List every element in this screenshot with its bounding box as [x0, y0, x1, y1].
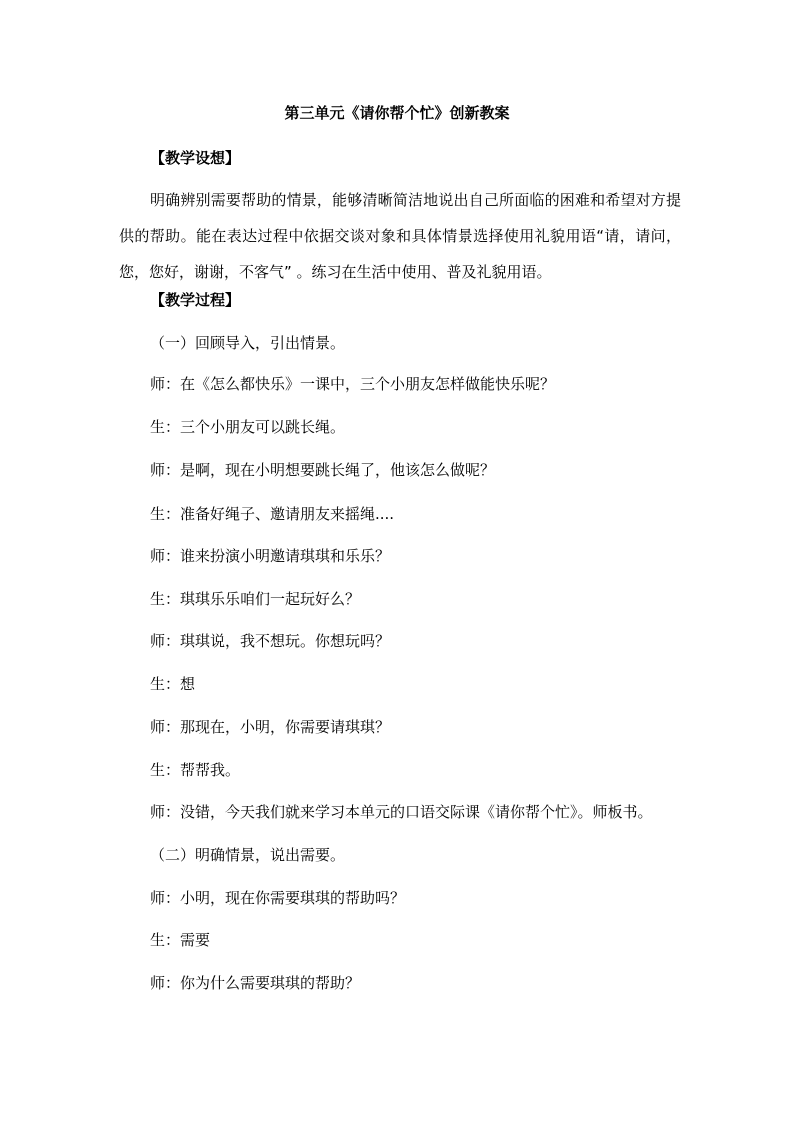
process-line: 师：在《怎么都快乐》一课中，三个小朋友怎样做能快乐呢？	[150, 375, 556, 393]
process-line: 师：没错，今天我们就来学习本单元的口语交际课《请你帮个忙》。师板书。	[150, 803, 653, 821]
teaching-process-heading: 【教学过程】	[150, 291, 241, 309]
teaching-design-heading: 【教学设想】	[150, 149, 241, 167]
process-line: 师：小明，现在你需要琪琪的帮助吗？	[150, 889, 406, 907]
process-line: （二）明确情景，说出需要。	[150, 846, 346, 864]
process-line: 师：谁来扮演小明邀请琪琪和乐乐？	[150, 547, 391, 565]
process-line: 生：需要	[150, 931, 211, 949]
document-title: 第三单元《请你帮个忙》创新教案	[284, 104, 510, 122]
process-line: 生：琪琪乐乐咱们一起玩好么？	[150, 590, 361, 608]
process-line: 师：琪琪说，我不想玩。你想玩吗？	[150, 632, 391, 650]
process-line: 生：帮帮我。	[150, 761, 241, 779]
teaching-design-paragraph: 明确辨别需要帮助的情景，能够清晰简洁地说出自己所面临的困难和希望对方提供的帮助。能在表达过程中依据交谈对象和具体情景选择使用礼貌用语“请，请问，您，您好，谢谢，不客气” 。练习在生活中使用、普及礼貌用语。	[119, 191, 681, 281]
process-line: 师：那现在，小明，你需要请琪琪？	[150, 718, 391, 736]
process-line: 生：三个小朋友可以跳长绳。	[150, 418, 346, 436]
process-line: 生：准备好绳子、邀请朋友来摇绳....	[150, 505, 395, 523]
process-line: （一）回顾导入，引出情景。	[150, 334, 346, 352]
process-line: 师：是啊，现在小明想要跳长绳了，他该怎么做呢？	[150, 461, 496, 479]
process-line: 师：你为什么需要琪琪的帮助？	[150, 974, 361, 992]
process-line: 生：想	[150, 675, 196, 693]
